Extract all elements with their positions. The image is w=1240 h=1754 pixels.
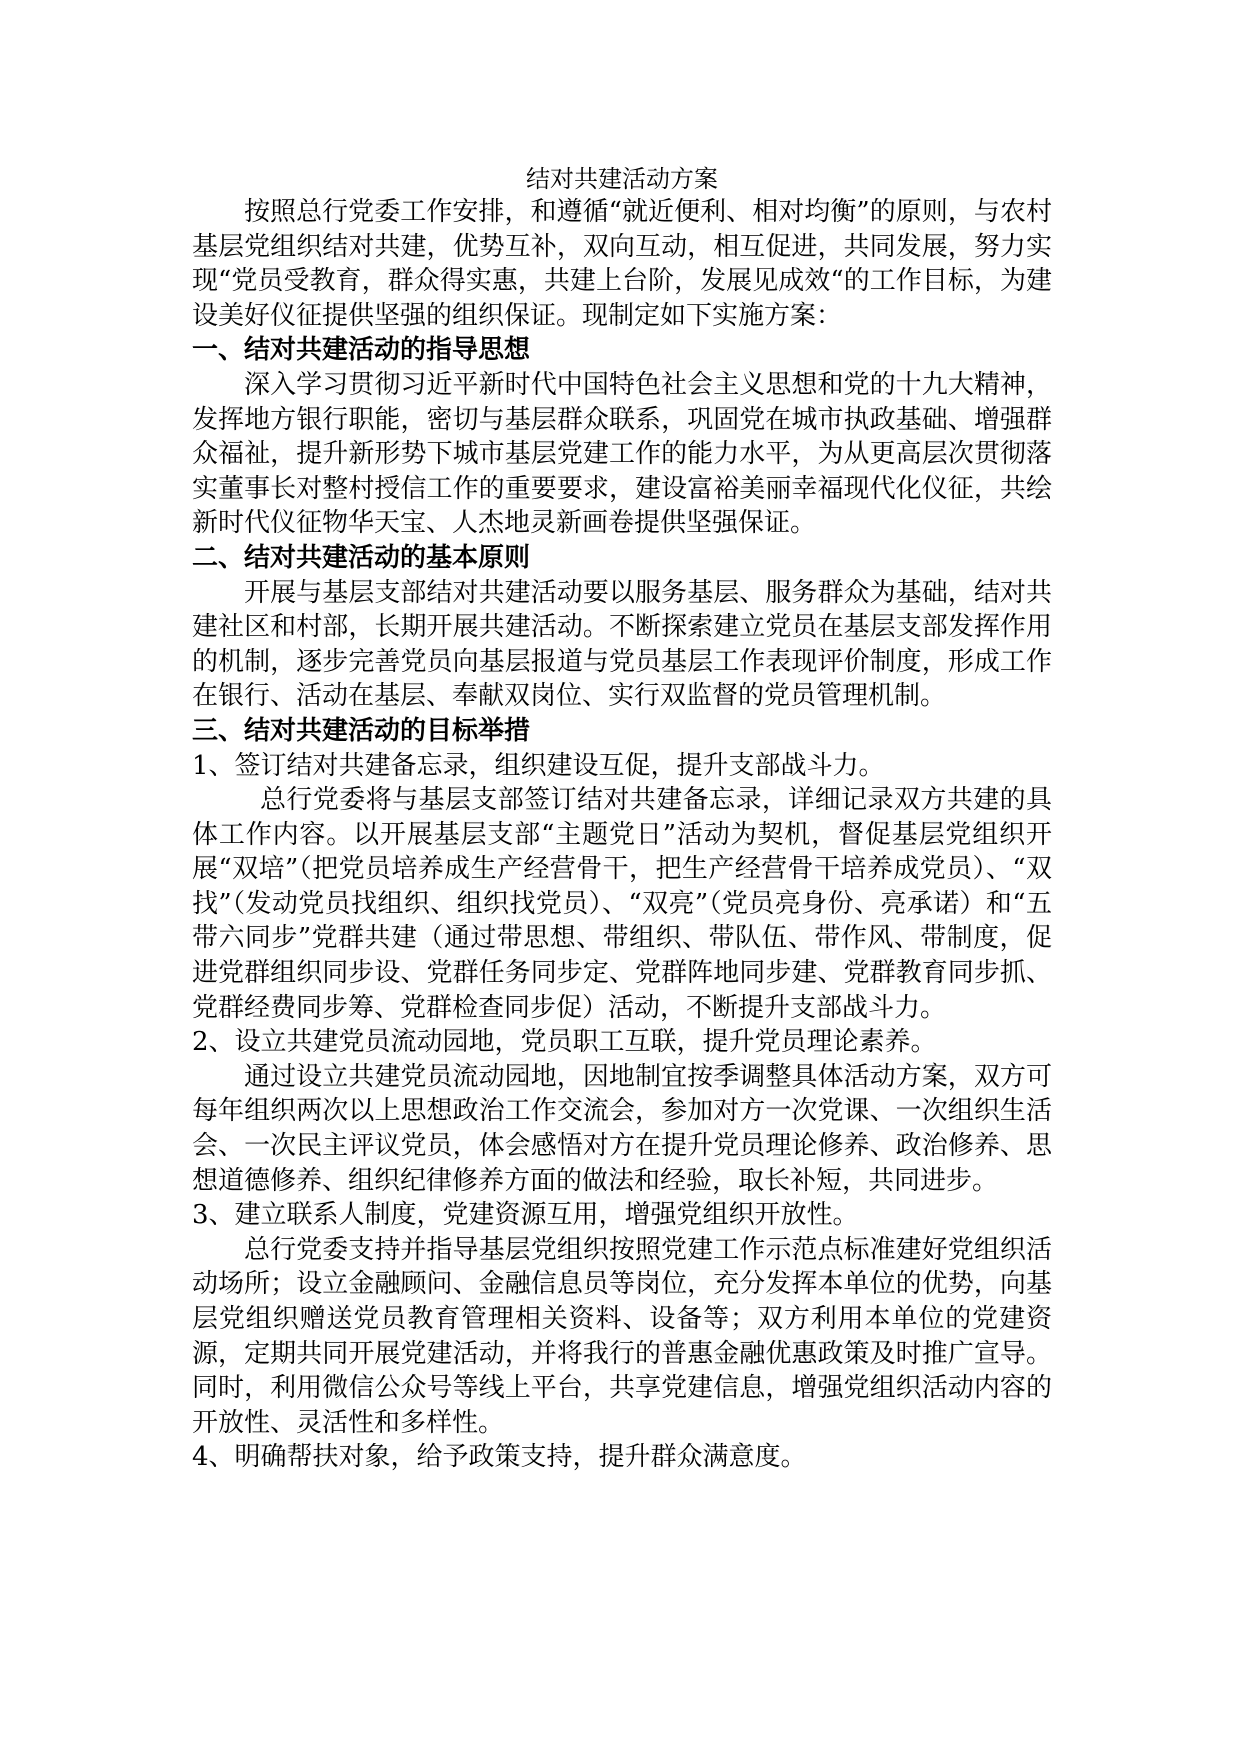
document-title: 结对共建活动方案 (526, 165, 718, 193)
section-heading-guiding-ideology: 一、结对共建活动的指导思想 (192, 335, 531, 366)
section-heading-goals-measures: 三、结对共建活动的目标举措 (192, 715, 531, 746)
measure-item-paragraph: 通过设立共建党员流动园地，因地制宜按季调整具体活动方案，双方可每年组织两次以上思想政治工作交流会，参加对方一次党课、一次组织生活会、一次民主评议党员，体会感悟对方在提升党员理论修养、政治修养、思想道德修养、组织纪律修养方面的做法和经验，取长补短，共同进步。 (192, 1061, 1052, 1196)
document-page (192, 163, 1052, 1475)
measure-item-paragraph: 总行党委将与基层支部签订结对共建备忘录，详细记录双方共建的具体工作内容。以开展基层支部“主题党日”活动为契机，督促基层党组织开展“双培”（把党员培养成生产经营骨干，把生产经营骨干培养成党员）、“双找”（发动党员找组织、组织找党员）、“双亮”（党员亮身份、亮承诺）和“五带六同步”党群共建（通过带思想、带组织、带队伍、带作风、带制度，促进党群组织同步设、党群任务同步定、党群阵地同步建、党群教育同步抓、党群经费同步筹、党群检查同步促）活动，不断提升支部战斗力。 (192, 785, 1052, 1023)
measure-item-title: 4、明确帮扶对象，给予政策支持，提升群众满意度。 (192, 1442, 807, 1473)
measure-item-paragraph: 总行党委支持并指导基层党组织按照党建工作示范点标准建好党组织活动场所；设立金融顾问、金融信息员等岗位，充分发挥本单位的优势，向基层党组织赠送党员教育管理相关资料、设备等；双方利用本单位的党建资源，定期共同开展党建活动，并将我行的普惠金融优惠政策及时推广宣导。同时，利用微信公众号等线上平台，共享党建信息，增强党组织活动内容的开放性、灵活性和多样性。 (192, 1234, 1052, 1438)
section-heading-basic-principles: 二、结对共建活动的基本原则 (192, 542, 531, 573)
intro-paragraph: 按照总行党委工作安排，和遵循“就近便利、相对均衡”的原则，与农村基层党组织结对共建，优势互补，双向互动，相互促进，共同发展，努力实现“党员受教育，群众得实惠，共建上台阶，发展见成效“的工作目标，为建设美好仪征提供坚强的组织保证。现制定如下实施方案： (192, 197, 1052, 331)
measure-item-title: 2、设立共建党员流动园地，党员职工互联，提升党员理论素养。 (192, 1027, 937, 1058)
measure-item-title: 3、建立联系人制度，党建资源互用，增强党组织开放性。 (192, 1200, 859, 1231)
section-paragraph-guiding-ideology: 深入学习贯彻习近平新时代中国特色社会主义思想和党的十九大精神，发挥地方银行职能，密切与基层群众联系，巩固党在城市执政基础、增强群众福祉，提升新形势下城市基层党建工作的能力水平，为从更高层次贯彻落实董事长对整村授信工作的重要要求，建设富裕美丽幸福现代化仪征，共绘新时代仪征物华天宝、人杰地灵新画卷提供坚强保证。 (192, 369, 1052, 539)
section-paragraph-basic-principles: 开展与基层支部结对共建活动要以服务基层、服务群众为基础，结对共建社区和村部，长期开展共建活动。不断探索建立党员在基层支部发挥作用的机制，逐步完善党员向基层报道与党员基层工作表现评价制度，形成工作在银行、活动在基层、奉献双岗位、实行双监督的党员管理机制。 (192, 577, 1052, 712)
measure-item-title: 1、签订结对共建备忘录，组织建设互促，提升支部战斗力。 (192, 750, 885, 781)
